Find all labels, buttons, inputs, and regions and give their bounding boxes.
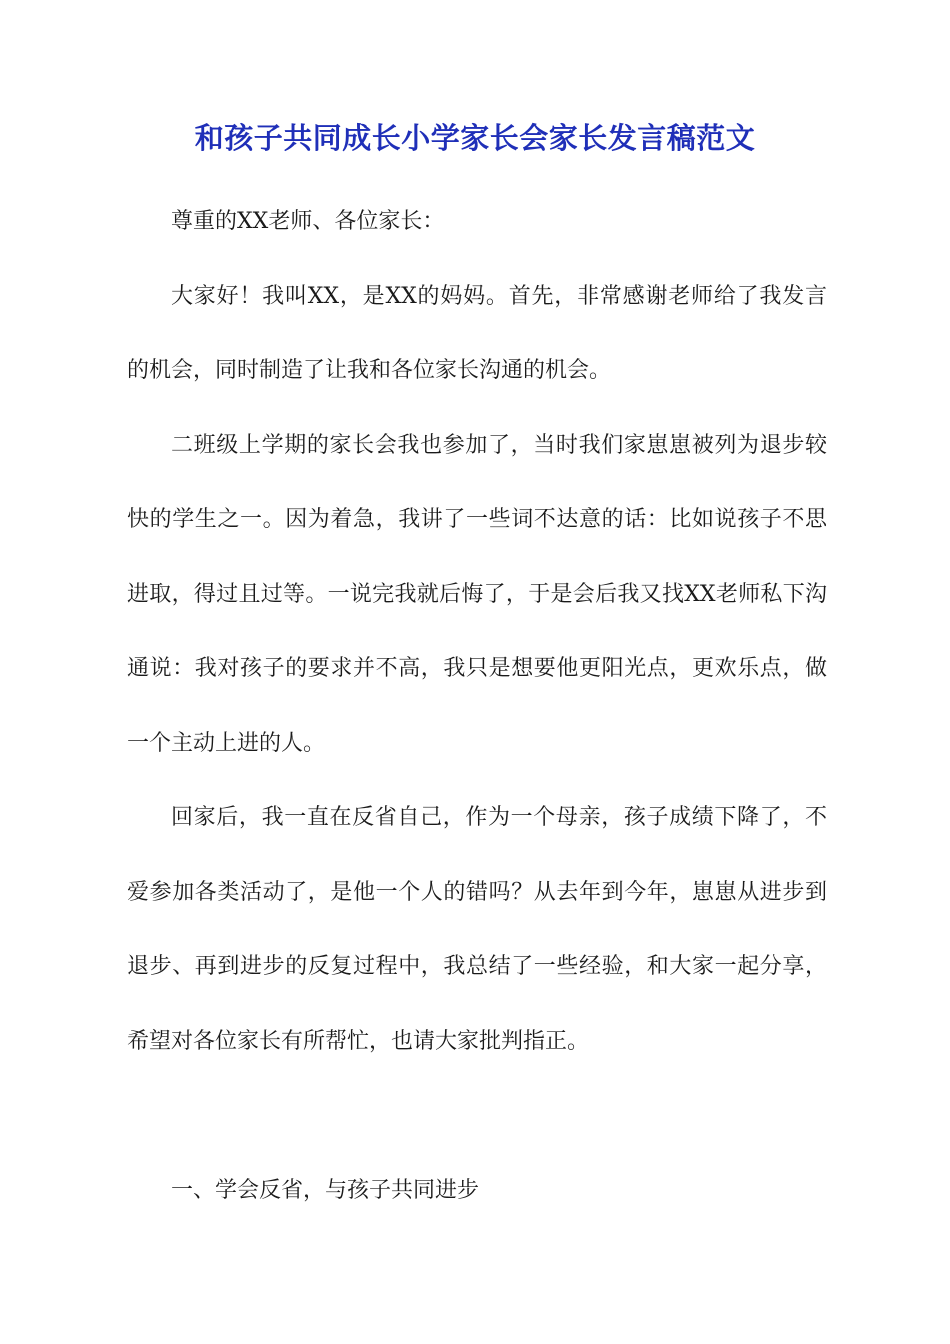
paragraph-1: 大家好！我叫XX，是XX的妈妈。首先，非常感谢老师给了我发言的机会，同时制造了让我和各位家长沟通的机会。: [127, 283, 827, 383]
section-heading: 一、学会反省，与孩子共同进步: [171, 1177, 480, 1203]
paragraph-2: 二班级上学期的家长会我也参加了，当时我们家崽崽被列为退步较快的学生之一。因为着急，我讲了一些词不达意的话：比如说孩子不思进取，得过且过等。一说完我就后悔了，于是会后我又找XX老师私下沟通说：我对孩子的要求并不高，我只是想要他更阳光点，更欢乐点，做一个主动上进的人。: [127, 432, 827, 756]
greeting-line: 尊重的XX老师、各位家长：: [171, 209, 445, 234]
paragraph-3: 回家后，我一直在反省自己，作为一个母亲，孩子成绩下降了，不爱参加各类活动了，是他一个人的错吗？从去年到今年，崽崽从进步到退步、再到进步的反复过程中，我总结了一些经验，和大家一起分享，希望对各位家长有所帮忙，也请大家批判指正。: [127, 805, 827, 1054]
document-body: [127, 185, 827, 1228]
document-title: 和孩子共同成长小学家长会家长发言稿范文: [194, 121, 756, 155]
blank-line: [127, 1079, 827, 1154]
